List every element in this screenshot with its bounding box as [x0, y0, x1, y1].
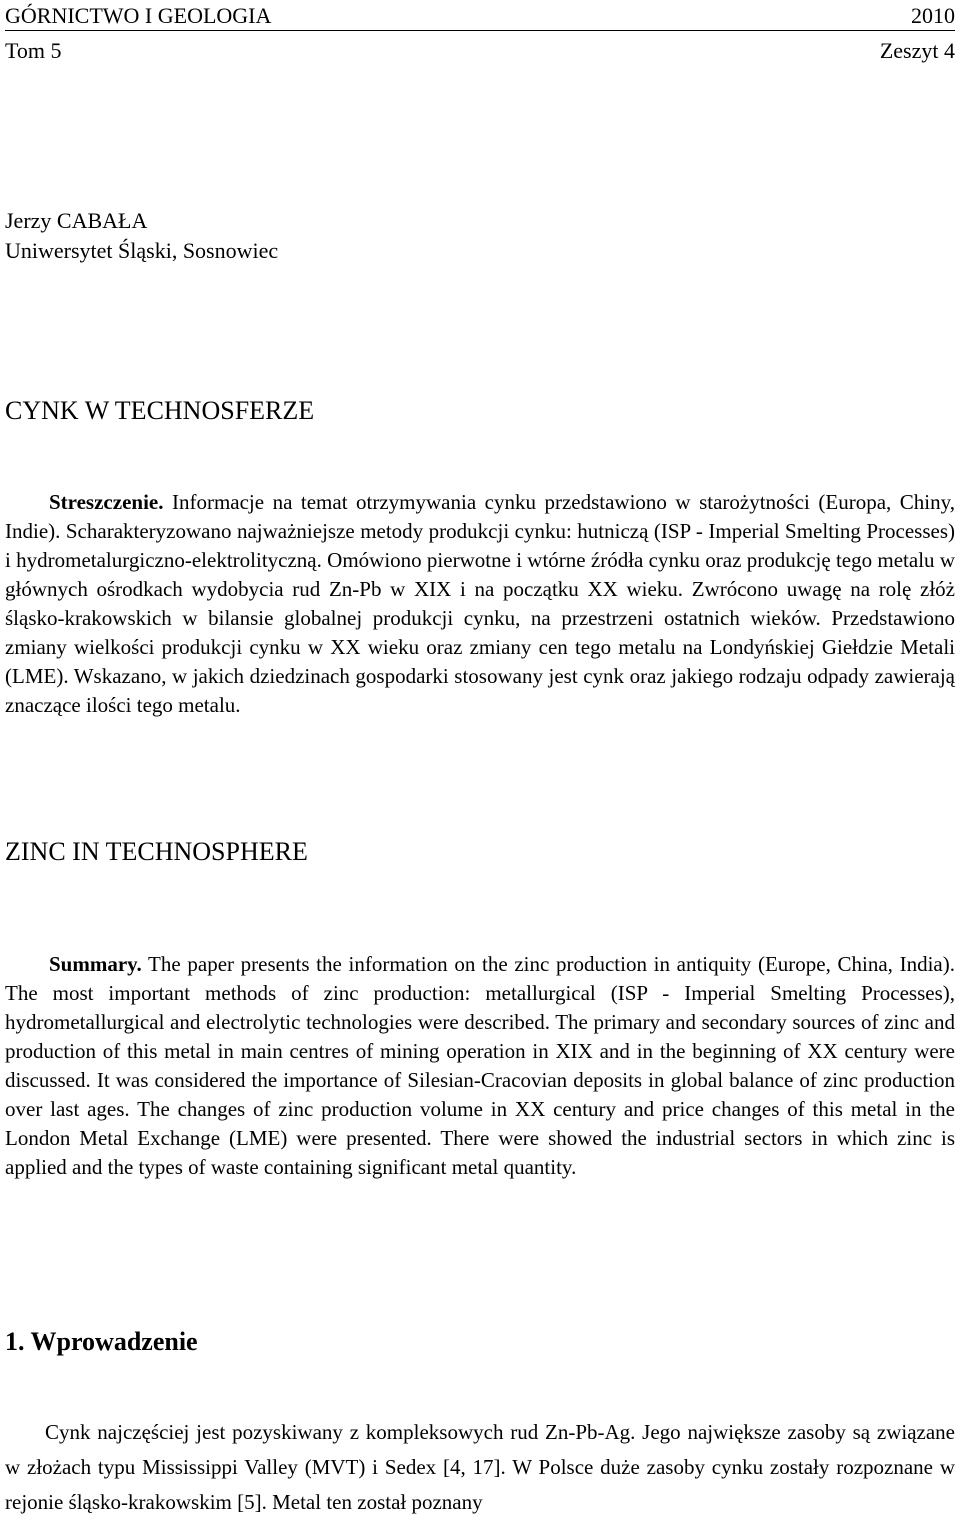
abstract-polish-lead: Streszczenie.: [49, 490, 164, 514]
abstract-english-text: The paper presents the information on the zinc production in antiquity (Europe, China, India). The most important methods of zinc production: metallurgical (ISP - Imperial Smelting Processes), hydrometallurgical and electrolytic technologies were described. The primary and secondary sources of zinc and production of this metal in main centres of mining operation in XIX and in the beginning of XX century were discussed. It was considered the importance of Silesian-Cracovian deposits in global balance of zinc production over last ages. The changes of zinc production volume in XX century and price changes of this metal in the London Metal Exchange (LME) were presented. There were showed the industrial sectors in which zinc is applied and the types of waste containing significant metal quantity.: [5, 952, 955, 1179]
abstract-english: [5, 950, 955, 1182]
author-name: Jerzy CABAŁA: [5, 208, 148, 233]
author-affiliation: Uniwersytet Śląski, Sosnowiec: [5, 238, 279, 263]
paper-title-english: ZINC IN TECHNOSPHERE: [5, 837, 308, 866]
journal-name: GÓRNICTWO I GEOLOGIA: [5, 3, 272, 28]
journal-year: 2010: [911, 3, 955, 28]
section-body-text: Cynk najczęściej jest pozyskiwany z kompleksowych rud Zn-Pb-Ag. Jego największe zasoby są związane w złożach typu Mississippi Valley (MVT) i Sedex [4, 17]. W Polsce duże zasoby cynku zostały rozpoznane w rejonie śląsko-krakowskim [5]. Metal ten został poznany: [5, 1420, 955, 1514]
abstract-polish: [5, 488, 955, 720]
issue-label: Zeszyt 4: [879, 38, 955, 63]
section-heading: 1. Wprowadzenie: [5, 1327, 198, 1356]
paper-title-polish: CYNK W TECHNOSFERZE: [5, 396, 315, 425]
author-block: [5, 206, 278, 266]
abstract-english-lead: Summary.: [49, 952, 142, 976]
running-header-bottom: [5, 38, 955, 64]
volume-label: Tom 5: [5, 38, 62, 63]
running-header-top: [5, 3, 955, 31]
abstract-polish-text: Informacje na temat otrzymywania cynku przedstawiono w starożytności (Europa, Chiny, Indie). Scharakteryzowano najważniejsze metody produkcji cynku: hutniczą (ISP - Imperial Smelting Processes) i hydrometalurgiczno-elektrolityczną. Omówiono pierwotne i wtórne źródła cynku oraz produkcję tego metalu w głównych ośrodkach wydobycia rud Zn-Pb w XIX i na początku XX wieku. Zwrócono uwagę na rolę złóż śląsko-krakowskich w bilansie globalnej produkcji cynku, na przestrzeni ostatnich wieków. Przedstawiono zmiany wielkości produkcji cynku w XX wieku oraz zmiany cen tego metalu na Londyńskiej Giełdzie Metali (LME). Wskazano, w jakich dziedzinach gospodarki stosowany jest cynk oraz jakiego rodzaju odpady zawierają znaczące ilości tego metalu.: [5, 490, 955, 717]
